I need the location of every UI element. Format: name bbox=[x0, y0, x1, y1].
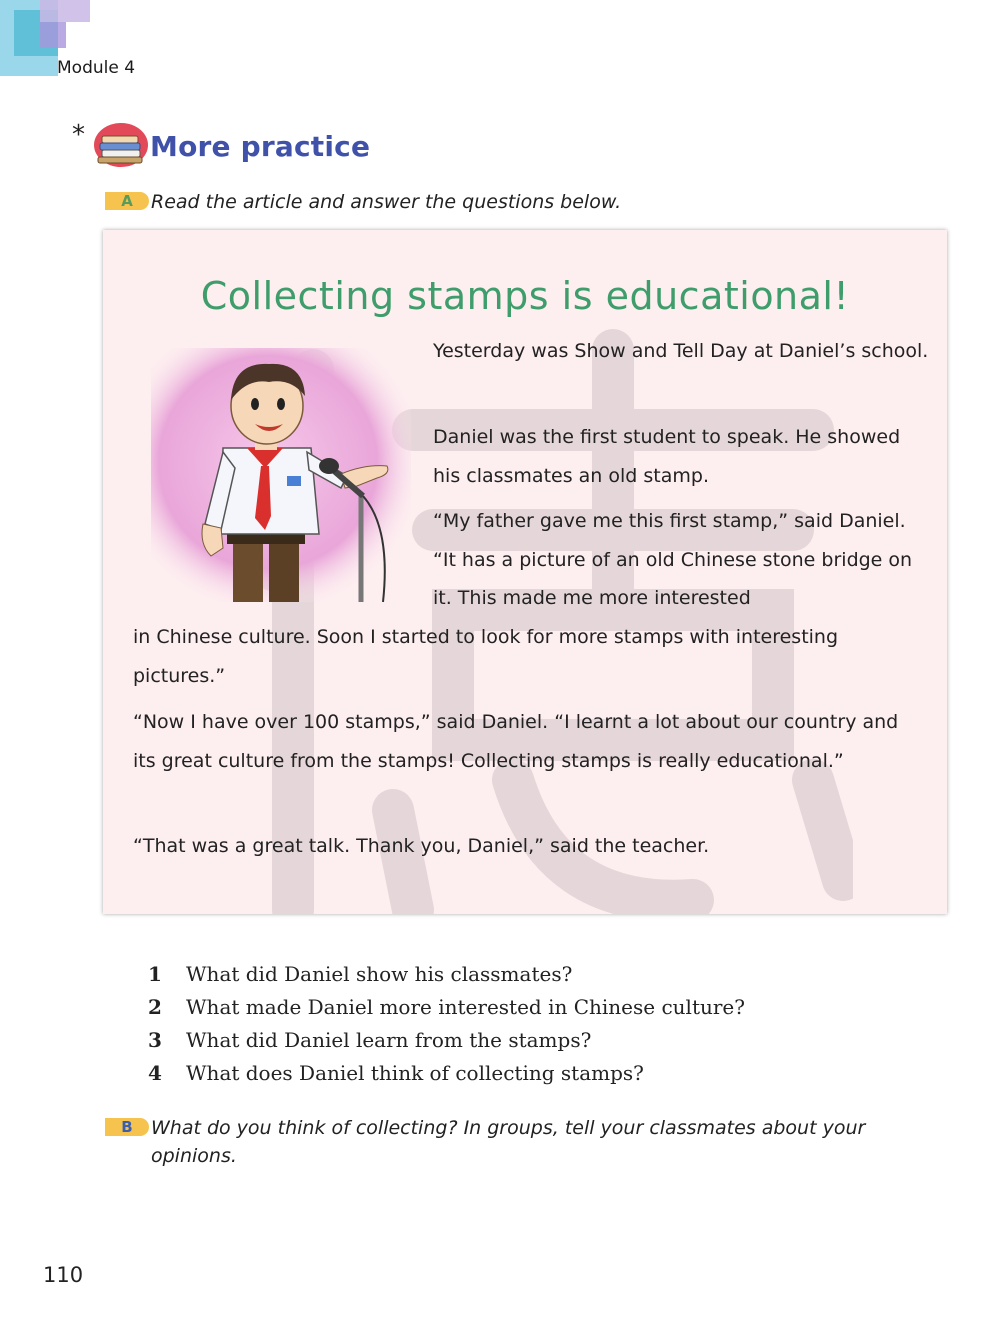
paragraph-5: “That was a great talk. Thank you, Daniel,” said the teacher. bbox=[133, 835, 710, 857]
article-box bbox=[103, 230, 947, 914]
question-text: What made Daniel more interested in Chinese culture? bbox=[186, 995, 745, 1019]
section-title: More practice bbox=[150, 130, 371, 163]
paragraph-3-part-2: in Chinese culture. Soon I started to look for more stamps with interesting pictures.” bbox=[133, 626, 839, 687]
task-b-badge: B bbox=[105, 1118, 149, 1136]
question-text: What did Daniel learn from the stamps? bbox=[186, 1028, 592, 1052]
question-item bbox=[148, 1024, 908, 1057]
question-text: What did Daniel show his classmates? bbox=[186, 962, 573, 986]
question-number: 4 bbox=[148, 1061, 162, 1085]
module-label: Module 4 bbox=[57, 58, 136, 78]
question-number: 1 bbox=[148, 962, 162, 986]
question-list bbox=[148, 958, 908, 1090]
question-number: 2 bbox=[148, 995, 162, 1019]
question-text: What does Daniel think of collecting stamps? bbox=[186, 1061, 644, 1085]
question-item bbox=[148, 1057, 908, 1090]
books-icon bbox=[88, 120, 150, 170]
question-number: 3 bbox=[148, 1028, 162, 1052]
task-a-badge: A bbox=[105, 192, 149, 210]
paragraph-3-part-1: “My father gave me this first stamp,” said Daniel. “It has a picture of an old Chinese stone bridge on it. This made me more interested bbox=[433, 510, 913, 609]
paragraph-4: “Now I have over 100 stamps,” said Daniel. “I learnt a lot about our country and its great culture from the stamps! Collecting stamps is really educational.” bbox=[133, 711, 899, 772]
task-a-instruction: Read the article and answer the questions below. bbox=[151, 191, 622, 213]
page-number: 110 bbox=[43, 1263, 84, 1287]
question-item bbox=[148, 958, 908, 991]
task-b-instruction: What do you think of collecting? In groups, tell your classmates about your opinions. bbox=[151, 1117, 866, 1167]
optional-star: * bbox=[72, 120, 85, 150]
article-title: Collecting stamps is educational! bbox=[200, 274, 850, 318]
boy-speaking-at-microphone bbox=[151, 348, 411, 602]
paragraph-2: Daniel was the first student to speak. He showed his classmates an old stamp. bbox=[433, 426, 901, 487]
question-item bbox=[148, 991, 908, 1024]
paragraph-1: Yesterday was Show and Tell Day at Daniel’s school. bbox=[433, 340, 929, 362]
